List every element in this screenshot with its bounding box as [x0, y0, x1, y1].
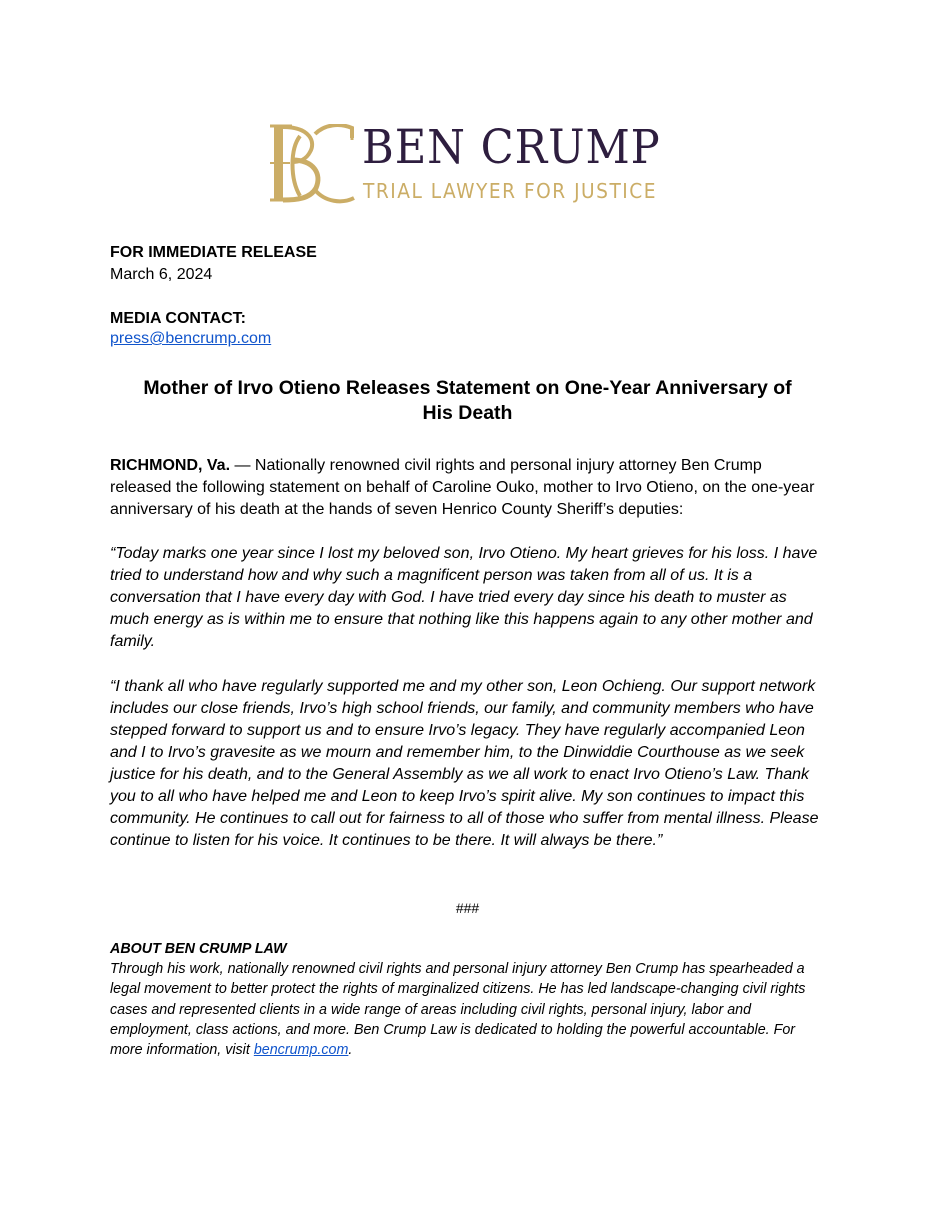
headline [100, 376, 835, 426]
ben-crump-logo [270, 120, 670, 208]
dateline: RICHMOND, Va. [110, 457, 231, 474]
quote-paragraph-1: “Today marks one year since I lost my beloved son, Irvo Otieno. My heart grieves for his loss. I have tried to understand how and why such a magnificent person was taken from all of us. It is a conversation that I have every day with God. I have tried every day since his death to muster as much energy as is within me to ensure that nothing like this happens again to any other mother and family. [110, 545, 818, 650]
about-paragraph [110, 959, 820, 1060]
bc-monogram-icon [270, 124, 356, 204]
intro-text: — Nationally renowned civil rights and personal injury attorney Ben Crump released the following statement on behalf of Caroline Ouko, mother to Irvo Otieno, on the one-year anniversary of his death at the hands of seven Henrico County Sheriff’s deputies: [110, 457, 815, 518]
headline-line-1: Mother of Irvo Otieno Releases Statement on One-Year Anniversary of [143, 377, 792, 399]
release-date: March 6, 2024 [110, 266, 213, 283]
media-contact-label: MEDIA CONTACT: [110, 310, 246, 327]
end-separator: ### [455, 900, 480, 916]
logo-tagline: TRIAL LAWYER FOR JUSTICE [363, 179, 657, 203]
about-text: Through his work, nationally renowned civil rights and personal injury attorney Ben Crump has spearheaded a legal movement to better protect the rights of marginalized citizens. He has led landscape-changing civil rights cases and represented clients in a wide range of areas including civil rights, personal injury, labor and employment, class actions, and more. Ben Crump Law is dedicated to holding the powerful accountable. For more information, visit [110, 961, 806, 1059]
website-link[interactable]: bencrump.com [253, 1042, 349, 1059]
logo-name: BEN CRUMP [362, 120, 661, 175]
about-title: ABOUT BEN CRUMP LAW [110, 941, 287, 957]
intro-paragraph [110, 455, 825, 521]
quote-paragraph-2: “I thank all who have regularly supported me and my other son, Leon Ochieng. Our support network includes our close friends, Irvo’s high school friends, our family, and community members who have stepped forward to support us and to ensure Irvo’s legacy. They have regularly accompanied Leon and I to Irvo’s gravesite as we mourn and remember him, to the Dinwiddie Courthouse as we seek justice for his death, and to the General Assembly as we all work to enact Irvo Otieno’s Law. Thank you to all who have helped me and Leon to keep Irvo’s spirit alive. My son continues to impact this community. He continues to call out for fairness to all of those who suffer from mental illness. Please continue to listen for his voice. It continues to be there. It will always be there.” [110, 678, 819, 849]
release-label: FOR IMMEDIATE RELEASE [110, 244, 317, 261]
about-end: . [348, 1042, 353, 1059]
media-contact-email-link[interactable]: press@bencrump.com [110, 330, 272, 347]
headline-line-2: His Death [422, 402, 513, 424]
